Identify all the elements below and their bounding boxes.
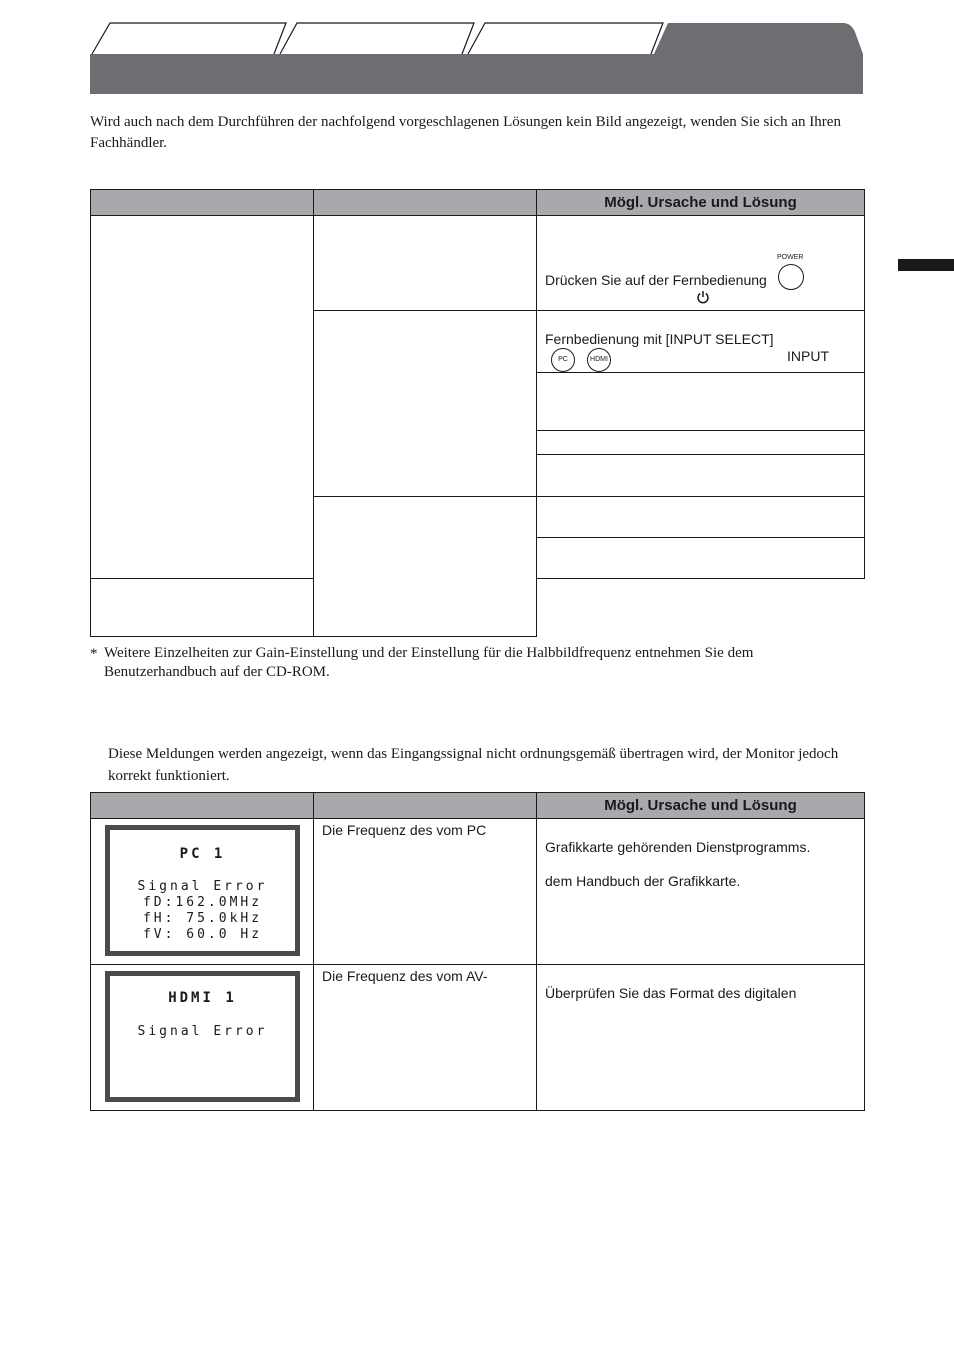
problem-table-1	[90, 189, 865, 637]
problem-text-hdmi: Die Frequenz des vom AV-	[322, 968, 488, 984]
osd-screen-hdmi	[105, 971, 300, 1102]
table2-osd-cell-1	[91, 819, 314, 965]
table2-solution-cell-1	[537, 819, 865, 965]
power-symbol-icon	[696, 290, 710, 304]
footnote-text: Weitere Einzelheiten zur Gain-Einstellung und der Einstellung für die Halbbildfrequenz entnehmen Sie dem Benutzerhandbuch auf der CD-ROM.	[104, 645, 754, 680]
table1-status-cell-3	[314, 497, 537, 637]
table1-solution-cell-4	[537, 431, 865, 455]
table1-solution-cell-7	[537, 538, 865, 579]
tab-2[interactable]	[280, 23, 474, 54]
osd-screen-pc	[105, 825, 300, 956]
power-label: POWER	[777, 254, 804, 261]
solution-text: Überprüfen Sie das Format des digitalen	[545, 985, 797, 1001]
table2-osd-cell-2	[91, 965, 314, 1111]
messages-paragraph: Diese Meldungen werden angezeigt, wenn das Eingangssignal nicht ordnungsgemäß übertragen wird, der Monitor jedoch korrekt funktioniert.	[108, 746, 839, 784]
table1-solution-cell-8	[91, 579, 314, 637]
osd-line: fH: 75.0kHz	[142, 911, 263, 926]
table1-header-solution: Mögl. Ursache und Lösung	[537, 190, 865, 216]
power-instruction: Drücken Sie auf der Fernbedienung	[545, 272, 767, 288]
osd-line: fV: 60.0 Hz	[142, 927, 263, 942]
tab-active[interactable]	[654, 23, 863, 54]
pc-button-icon: PC	[551, 348, 575, 372]
footnote-mark: *	[90, 646, 98, 662]
table1-solution-cell-5	[537, 455, 865, 497]
solution-text: Grafikkarte gehörenden Dienstprogramms.	[545, 839, 811, 855]
tab-1[interactable]	[92, 23, 286, 54]
table1-problem-cell	[91, 216, 314, 579]
problem-text-pc: Die Frequenz des vom PC	[322, 822, 487, 838]
tab-3[interactable]	[468, 23, 663, 54]
osd-line: fD:162.0MHz	[142, 895, 263, 910]
table1-header-problem	[91, 190, 314, 216]
table2-problem-cell-2	[314, 965, 537, 1111]
solution-text: dem Handbuch der Grafikkarte.	[545, 873, 741, 889]
table1-solution-cell-3	[537, 373, 865, 431]
table1-solution-input	[537, 311, 865, 373]
osd-title-pc: PC 1	[179, 846, 226, 862]
power-button-icon	[778, 264, 804, 290]
table1-status-cell-2	[314, 311, 537, 497]
osd-title-hdmi: HDMI 1	[168, 990, 237, 1006]
side-tab-marker	[898, 259, 954, 271]
intro-paragraph: Wird auch nach dem Durchführen der nachfolgend vorgeschlagenen Lösungen kein Bild angezeigt, wenden Sie sich an Ihren Fachhändler.	[90, 114, 841, 151]
table1-status-cell-1	[314, 216, 537, 311]
hdmi-button-icon: HDMI	[587, 348, 611, 372]
problem-table-2	[90, 792, 865, 1111]
table2-header-message	[91, 793, 314, 819]
table2-header-problem	[314, 793, 537, 819]
table2-header-solution: Mögl. Ursache und Lösung	[537, 793, 865, 819]
table1-solution-power	[537, 216, 865, 311]
table1-solution-cell-6	[537, 497, 865, 538]
input-select-instruction: Fernbedienung mit [INPUT SELECT]	[545, 331, 774, 347]
osd-line: Signal Error	[137, 879, 268, 894]
table2-problem-cell-1	[314, 819, 537, 965]
section-banner	[90, 54, 863, 94]
table1-header-status	[314, 190, 537, 216]
input-label: INPUT	[787, 348, 829, 364]
osd-line: Signal Error	[137, 1024, 268, 1039]
table2-solution-cell-2	[537, 965, 865, 1111]
